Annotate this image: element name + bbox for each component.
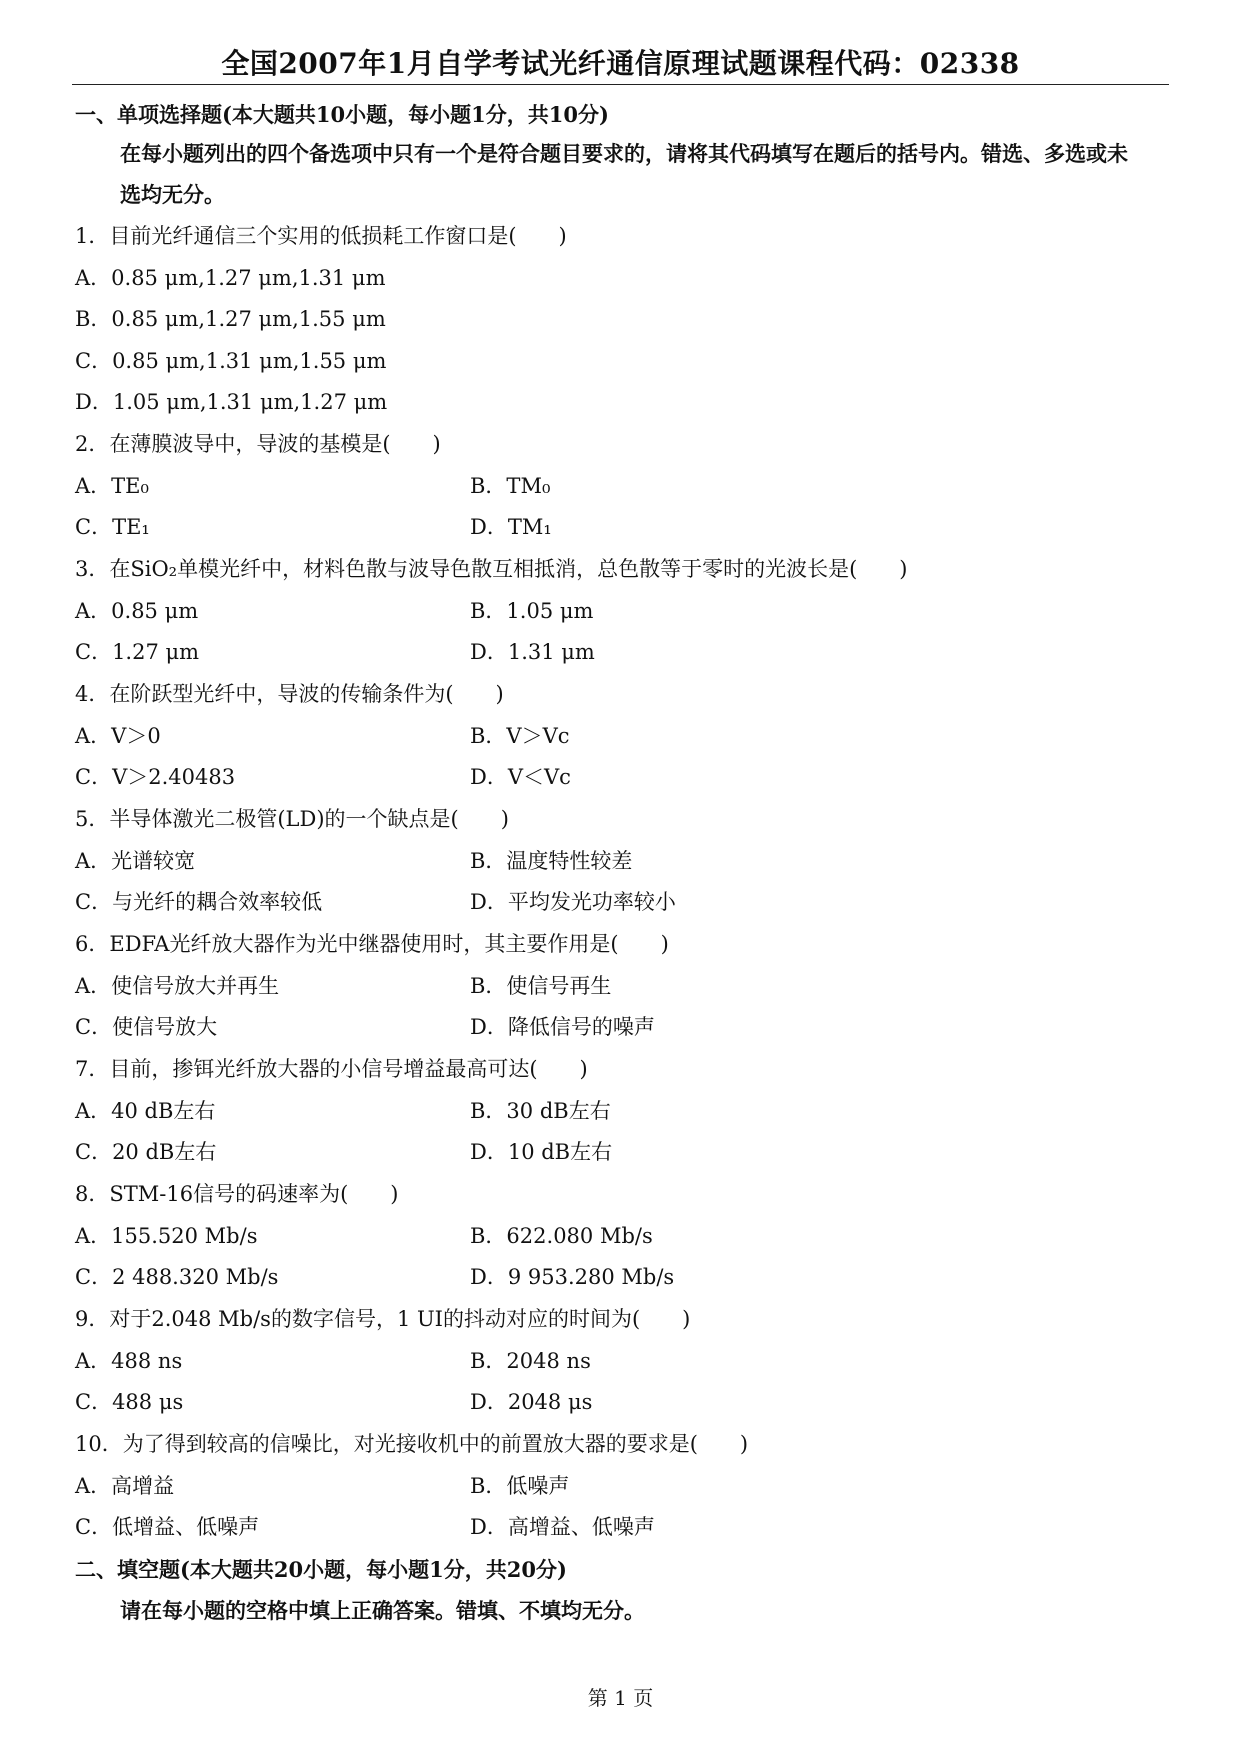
q9-option-d: D．2048 μs [470,1390,593,1414]
q2-option-b: B．TM₀ [470,474,551,498]
q9-option-a: A．488 ns [75,1349,183,1373]
page-title: 全国2007年1月自学考试光纤通信原理试题课程代码：02338 [221,47,1020,80]
page-number: 第 1 页 [587,1686,654,1710]
q6-option-b: B．使信号再生 [470,974,612,998]
question-4: 4．在阶跃型光纤中，导波的传输条件为( ) [75,682,504,706]
q1-option-c: C．0.85 μm,1.31 μm,1.55 μm [75,349,387,373]
question-8: 8．STM-16信号的码速率为( ) [75,1182,399,1206]
question-7: 7．目前，掺铒光纤放大器的小信号增益最高可达( ) [75,1057,588,1081]
q8-option-b: B．622.080 Mb/s [470,1224,653,1248]
q9-option-b: B．2048 ns [470,1349,591,1373]
q6-option-a: A．使信号放大并再生 [75,974,280,998]
q3-option-a: A．0.85 μm [75,599,199,623]
q2-option-c: C．TE₁ [75,515,150,539]
q6-option-c: C．使信号放大 [75,1015,218,1039]
q5-option-b: B．温度特性较差 [470,849,633,873]
q7-option-b: B．30 dB左右 [470,1099,611,1123]
q3-option-b: B．1.05 μm [470,599,594,623]
section1-heading: 一、单项选择题(本大题共10小题，每小题1分，共10分) [75,102,609,127]
title-divider [72,84,1169,85]
q7-option-d: D．10 dB左右 [470,1140,613,1164]
q4-option-a: A．V＞0 [75,724,161,748]
q8-option-c: C．2 488.320 Mb/s [75,1265,279,1289]
q5-option-a: A．光谱较宽 [75,849,196,873]
q4-option-c: C．V＞2.40483 [75,765,236,789]
q2-option-a: A．TE₀ [75,474,149,498]
question-9: 9．对于2.048 Mb/s的数字信号，1 UI的抖动对应的时间为( ) [75,1307,691,1331]
q4-option-d: D．V＜Vc [470,765,571,789]
q6-option-d: D．降低信号的噪声 [470,1015,655,1039]
question-1: 1．目前光纤通信三个实用的低损耗工作窗口是( ) [75,224,567,248]
q4-option-b: B．V＞Vc [470,724,570,748]
q10-option-b: B．低噪声 [470,1474,570,1498]
question-3: 3．在SiO₂单模光纤中，材料色散与波导色散互相抵消，总色散等于零时的光波长是( ) [75,557,908,581]
q1-option-a: A．0.85 μm,1.27 μm,1.31 μm [75,266,386,290]
section2-instruction: 请在每小题的空格中填上正确答案。错填、不填均无分。 [120,1598,645,1623]
q2-option-d: D．TM₁ [470,515,552,539]
q3-option-c: C．1.27 μm [75,640,200,664]
question-5: 5．半导体激光二极管(LD)的一个缺点是( ) [75,807,509,831]
question-6: 6．EDFA光纤放大器作为光中继器使用时，其主要作用是( ) [75,932,669,956]
section1-instruction: 在每小题列出的四个备选项中只有一个是符合题目要求的，请将其代码填写在题后的括号内。错选、多选或未 [120,141,1128,166]
q3-option-d: D．1.31 μm [470,640,595,664]
q9-option-c: C．488 μs [75,1390,184,1414]
q5-option-d: D．平均发光功率较小 [470,890,676,914]
question-10: 10．为了得到较高的信噪比，对光接收机中的前置放大器的要求是( ) [75,1432,749,1456]
q10-option-a: A．高增益 [75,1474,175,1498]
q7-option-a: A．40 dB左右 [75,1099,216,1123]
q1-option-b: B．0.85 μm,1.27 μm,1.55 μm [75,307,386,331]
q1-option-d: D．1.05 μm,1.31 μm,1.27 μm [75,390,388,414]
q10-option-d: D．高增益、低噪声 [470,1515,655,1539]
q5-option-c: C．与光纤的耦合效率较低 [75,890,323,914]
q8-option-a: A．155.520 Mb/s [75,1224,258,1248]
section1-instruction-cont: 选均无分。 [120,182,225,207]
question-2: 2．在薄膜波导中，导波的基模是( ) [75,432,441,456]
q8-option-d: D．9 953.280 Mb/s [470,1265,675,1289]
q10-option-c: C．低增益、低噪声 [75,1515,260,1539]
section2-heading: 二、填空题(本大题共20小题，每小题1分，共20分) [75,1557,567,1582]
q7-option-c: C．20 dB左右 [75,1140,217,1164]
